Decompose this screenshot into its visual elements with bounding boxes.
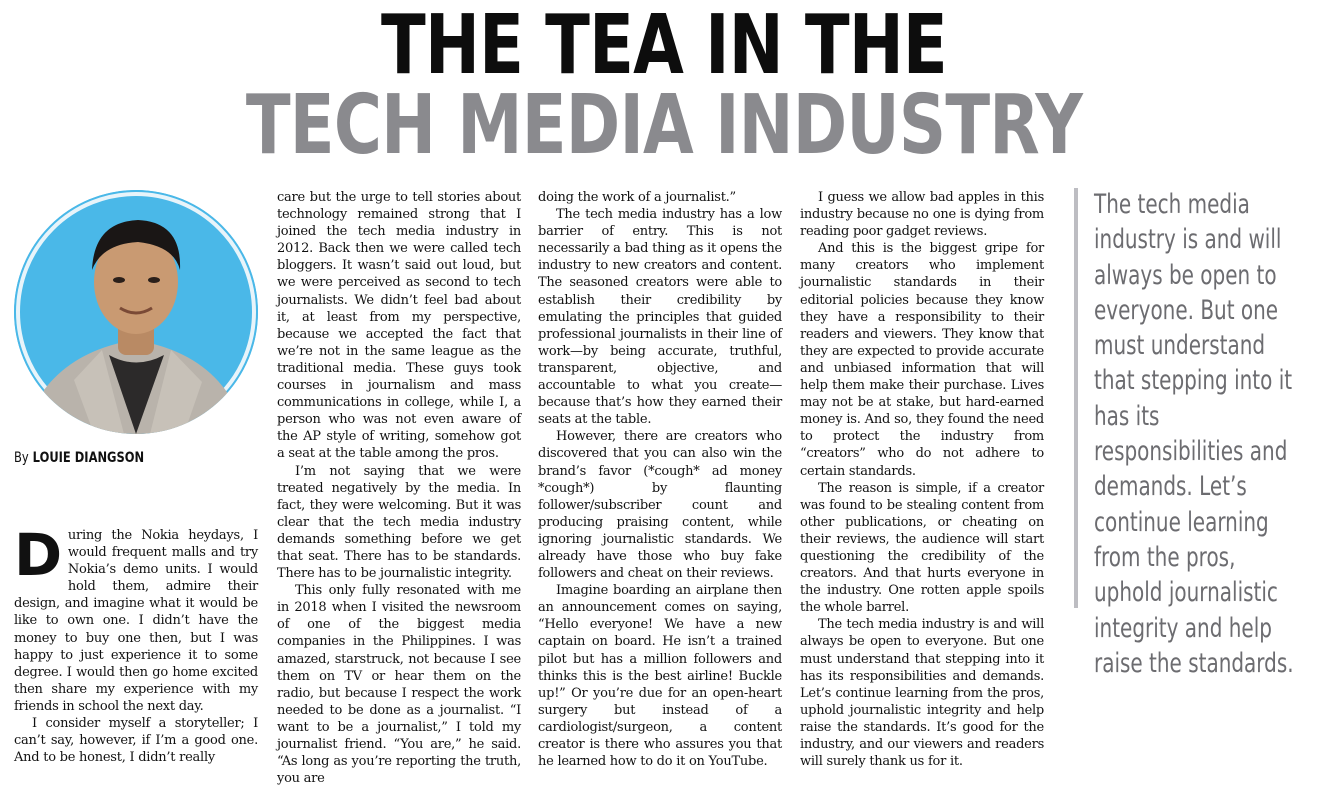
- byline-author: LOUIE DIANGSON: [32, 450, 145, 466]
- byline-prefix: By: [14, 450, 29, 466]
- headline-line-1: THE TEA IN THE: [381, 0, 947, 93]
- article-paragraph: I guess we allow bad apples in this industry because no one is dying from reading poor gadget reviews.: [800, 190, 1044, 240]
- headline-line-2: TECH MEDIA INDUSTRY: [245, 78, 1083, 173]
- paragraph-text: uring the Nokia heydays, I would frequent malls and try Nokia’s demo units. I would hold them, admire their design, and imagine what it would be like to own one. I didn’t have the money to buy one then, but I was happy to just experience it to some degree. I would then go home excited then share my experience with my friends in school the next day.: [14, 528, 258, 714]
- article-paragraph: I’m not saying that we were treated negatively by the media. In fact, they were welcoming. But it was clear that the tech media industry demands something before we get that seat. There has to be standards. There has to be journalistic integrity.: [277, 463, 521, 582]
- author-portrait: [14, 190, 258, 434]
- article-column-3: [538, 189, 782, 770]
- article-paragraph: And this is the biggest gripe for many creators who implement journalistic standards in their editorial policies because they know they have a responsibility to their readers and viewers. They know that they are expected to provide accurate and unbiased information that will help them make their purchase. Lives may not be at stake, but hard-earned money is. And so, they found the need to protect the industry from “creators” who do not adhere to certain standards.: [800, 241, 1044, 479]
- article-paragraph: The reason is simple, if a creator was found to be stealing content from other publications, or cheating on their reviews, the audience will start questioning the credibility of the creators. And that hurts everyone in the industry. One rotten apple spoils the whole barrel.: [800, 480, 1044, 616]
- article-paragraph: The tech media industry is and will always be open to everyone. But one must understand that stepping into it has its responsibilities and demands. Let’s continue learning from the pros, uphold journalistic integrity and help raise the standards. It’s good for the industry, and our viewers and readers will surely thank us for it.: [800, 617, 1044, 770]
- article-column-4: [800, 189, 1044, 770]
- article-paragraph: I consider myself a storyteller; I can’t say, however, if I’m a good one. And to be honest, I didn’t really: [14, 716, 258, 766]
- pullquote: The tech media industry is and will always be open to everyone. But one must understand that stepping into it has its responsibilities and demands. Let’s continue learning from the pros, uphold journalistic integrity and help raise the standards.: [1094, 189, 1294, 679]
- article-paragraph: Imagine boarding an airplane then an announcement comes on saying, “Hello everyone! We have a new captain on board. He isn’t a trained pilot but has a million followers and thinks this is the best airline! Buckle up!” Or you’re due for an open-heart surgery but instead of a cardiologist/surgeon, a content creator is there who assures you that he learned how to do it on YouTube.: [538, 583, 782, 770]
- article-paragraph: [14, 521, 258, 715]
- article-paragraph: care but the urge to tell stories about technology remained strong that I joined the tech media industry in 2012. Back then we were called tech bloggers. It wasn’t said out loud, but we were perceived as second to tech journalists. We didn’t feel bad about it, at least from my perspective, because we accepted the fact that we’re not in the same league as the traditional media. These guys took courses in journalism and mass communications in college, while I, a person who was not even aware of the AP style of writing, somehow got a seat at the table among the pros.: [277, 190, 521, 462]
- article-paragraph: This only fully resonated with me in 2018 when I visited the newsroom of one of the biggest media companies in the Philippines. I was amazed, starstruck, not because I see them on TV or hear them on the radio, but because I respect the work needed to be done as a journalist. “I want to be a journalist,” I told my journalist friend. “You are,” he said. “As long as you’re reporting the truth, you are: [277, 583, 521, 787]
- article-paragraph: However, there are creators who discovered that you can also win the brand’s favor (*cough* ad money *cough*) by flaunting follower/subscriber count and producing praising content, while ignoring journalistic standards. We already have those who buy fake followers and cheat on their reviews.: [538, 429, 782, 582]
- drop-cap: D: [14, 521, 62, 589]
- article-column-2: [277, 189, 521, 787]
- byline: [14, 450, 219, 466]
- article-paragraph: The tech media industry has a low barrier of entry. This is not necessarily a bad thing as it opens the industry to new creators and content. The seasoned creators were able to establish their credibility by emulating the principles that guided professional journalists in their line of work—by being accurate, truthful, transparent, objective, and accountable to what you create—because that’s how they earned their seats at the table.: [538, 207, 782, 428]
- author-photo-illustration: [14, 190, 258, 434]
- article-paragraph: doing the work of a journalist.”: [538, 190, 736, 205]
- article-column-1: [14, 521, 258, 766]
- pullquote-rule: [1074, 188, 1078, 608]
